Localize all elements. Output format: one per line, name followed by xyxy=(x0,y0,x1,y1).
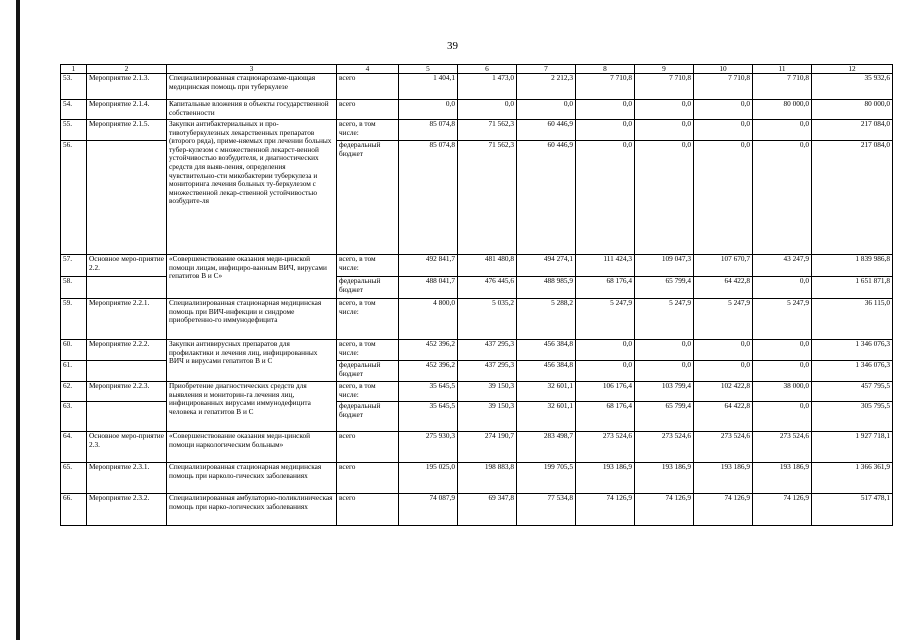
value-cell: 0,0 xyxy=(576,361,635,382)
value-cell: 0,0 xyxy=(753,340,812,361)
value-cell: 488 041,7 xyxy=(399,277,458,299)
row-number: 56. xyxy=(61,141,87,255)
event-name: Мероприятие 2.2.3. xyxy=(87,382,167,402)
column-header: 10 xyxy=(694,65,753,74)
value-cell: 273 524,6 xyxy=(635,432,694,463)
event-name-empty xyxy=(87,141,167,255)
value-cell: 35 645,5 xyxy=(399,402,458,432)
row-number: 60. xyxy=(61,340,87,361)
event-name-empty xyxy=(87,402,167,432)
value-cell: 452 396,2 xyxy=(399,361,458,382)
event-description: Специализированная амбулаторно-поликлиническая помощь при нарко-логических заболеваниях xyxy=(167,494,337,526)
program-funding-table xyxy=(60,64,893,526)
value-cell: 74 126,9 xyxy=(576,494,635,526)
value-total: 1 927 718,1 xyxy=(812,432,893,463)
value-cell: 74 126,9 xyxy=(753,494,812,526)
funding-source: всего xyxy=(337,432,399,463)
value-cell: 65 799,4 xyxy=(635,277,694,299)
value-cell: 0,0 xyxy=(517,100,576,120)
value-total: 1 651 871,8 xyxy=(812,277,893,299)
value-cell: 60 446,9 xyxy=(517,141,576,255)
row-number: 58. xyxy=(61,277,87,299)
value-cell: 0,0 xyxy=(635,340,694,361)
value-cell: 0,0 xyxy=(635,120,694,141)
event-name: Мероприятие 2.2.1. xyxy=(87,299,167,340)
value-cell: 107 670,7 xyxy=(694,255,753,277)
value-cell: 0,0 xyxy=(576,141,635,255)
funding-source: всего, в том числе: xyxy=(337,382,399,402)
value-cell: 0,0 xyxy=(694,120,753,141)
event-description: Закупки антибактериальных и про-тивотуберкулезных лекарственных препаратов (второго ряда), приме-няемых при лечении больных тубер-кулезом с множественной лекарст-венной устойчивостью возбудителя, и диагностических средств для выяв-ления, определения чувствительно-сти микобактерии туберкулеза и мониторинга лечения больных ту-беркулезом с множественной лекар-ственной устойчивостью возбудите-ля xyxy=(167,120,337,255)
event-description: Специализированная стационарозаме-щающая медицинская помощь при туберкулезе xyxy=(167,74,337,100)
value-cell: 38 000,0 xyxy=(753,382,812,402)
value-cell: 0,0 xyxy=(753,277,812,299)
event-description: Приобретение диагностических средств для выявления и мониторин-га лечения лиц, инфицированных вирусами иммунодефицита человека и гепатитов В и С xyxy=(167,382,337,432)
value-cell: 7 710,8 xyxy=(576,74,635,100)
value-cell: 71 562,3 xyxy=(458,120,517,141)
funding-source: федеральный бюджет xyxy=(337,361,399,382)
value-cell: 39 150,3 xyxy=(458,402,517,432)
value-cell: 0,0 xyxy=(576,100,635,120)
column-header: 8 xyxy=(576,65,635,74)
value-cell: 60 446,9 xyxy=(517,120,576,141)
value-cell: 481 480,8 xyxy=(458,255,517,277)
event-name: Мероприятие 2.3.2. xyxy=(87,494,167,526)
row-number: 62. xyxy=(61,382,87,402)
row-number: 64. xyxy=(61,432,87,463)
value-cell: 199 705,5 xyxy=(517,463,576,494)
row-number: 65. xyxy=(61,463,87,494)
value-cell: 437 295,3 xyxy=(458,361,517,382)
table-row xyxy=(61,463,893,494)
value-cell: 2 212,3 xyxy=(517,74,576,100)
table-row xyxy=(61,120,893,141)
value-cell: 77 534,8 xyxy=(517,494,576,526)
event-name: Основное меро-приятие 2.2. xyxy=(87,255,167,277)
value-cell: 273 524,6 xyxy=(694,432,753,463)
value-total: 517 478,1 xyxy=(812,494,893,526)
value-cell: 7 710,8 xyxy=(753,74,812,100)
value-cell: 488 985,9 xyxy=(517,277,576,299)
funding-source: федеральный бюджет xyxy=(337,141,399,255)
table-row xyxy=(61,340,893,361)
column-number-row xyxy=(61,65,893,74)
value-cell: 274 190,7 xyxy=(458,432,517,463)
value-cell: 0,0 xyxy=(635,100,694,120)
funding-source: всего xyxy=(337,494,399,526)
row-number: 54. xyxy=(61,100,87,120)
value-cell: 5 247,9 xyxy=(694,299,753,340)
value-cell: 32 601,1 xyxy=(517,402,576,432)
value-cell: 103 799,4 xyxy=(635,382,694,402)
value-total: 1 346 076,3 xyxy=(812,361,893,382)
value-cell: 456 384,8 xyxy=(517,361,576,382)
row-number: 63. xyxy=(61,402,87,432)
value-cell: 0,0 xyxy=(694,361,753,382)
value-cell: 5 247,9 xyxy=(753,299,812,340)
value-cell: 0,0 xyxy=(458,100,517,120)
event-description: Специализированная стационарная медицинская помощь при нарколо-гических заболеваниях xyxy=(167,463,337,494)
value-cell: 64 422,8 xyxy=(694,402,753,432)
column-header: 9 xyxy=(635,65,694,74)
value-cell: 43 247,9 xyxy=(753,255,812,277)
row-number: 61. xyxy=(61,361,87,382)
value-cell: 69 347,8 xyxy=(458,494,517,526)
value-cell: 198 883,8 xyxy=(458,463,517,494)
column-header: 1 xyxy=(61,65,87,74)
row-number: 66. xyxy=(61,494,87,526)
value-cell: 0,0 xyxy=(635,141,694,255)
value-cell: 74 126,9 xyxy=(694,494,753,526)
value-cell: 195 025,0 xyxy=(399,463,458,494)
event-description: «Совершенствование оказания меди-цинской помощи лицам, инфициро-ванным ВИЧ, вирусами гепатитов В и С» xyxy=(167,255,337,299)
value-total: 80 000,0 xyxy=(812,100,893,120)
value-total: 217 084,0 xyxy=(812,141,893,255)
value-total: 35 932,6 xyxy=(812,74,893,100)
table-row xyxy=(61,100,893,120)
table-row xyxy=(61,299,893,340)
value-cell: 0,0 xyxy=(694,340,753,361)
value-cell: 476 445,6 xyxy=(458,277,517,299)
value-cell: 193 186,9 xyxy=(694,463,753,494)
value-cell: 0,0 xyxy=(694,100,753,120)
value-cell: 80 000,0 xyxy=(753,100,812,120)
value-cell: 1 404,1 xyxy=(399,74,458,100)
value-cell: 193 186,9 xyxy=(576,463,635,494)
value-cell: 5 247,9 xyxy=(635,299,694,340)
column-header: 7 xyxy=(517,65,576,74)
column-header: 3 xyxy=(167,65,337,74)
value-cell: 7 710,8 xyxy=(694,74,753,100)
table-row xyxy=(61,74,893,100)
funding-source: федеральный бюджет xyxy=(337,277,399,299)
funding-source: всего, в том числе: xyxy=(337,120,399,141)
value-total: 217 084,0 xyxy=(812,120,893,141)
value-cell: 5 288,2 xyxy=(517,299,576,340)
value-cell: 111 424,3 xyxy=(576,255,635,277)
event-name-empty xyxy=(87,361,167,382)
value-cell: 68 176,4 xyxy=(576,402,635,432)
value-total: 1 839 986,8 xyxy=(812,255,893,277)
value-cell: 5 247,9 xyxy=(576,299,635,340)
value-cell: 109 047,3 xyxy=(635,255,694,277)
value-cell: 74 126,9 xyxy=(635,494,694,526)
funding-source: всего, в том числе: xyxy=(337,340,399,361)
column-header: 5 xyxy=(399,65,458,74)
value-cell: 64 422,8 xyxy=(694,277,753,299)
event-name: Мероприятие 2.2.2. xyxy=(87,340,167,361)
event-name: Мероприятие 2.1.3. xyxy=(87,74,167,100)
value-total: 457 795,5 xyxy=(812,382,893,402)
row-number: 57. xyxy=(61,255,87,277)
funding-source: всего xyxy=(337,463,399,494)
value-cell: 456 384,8 xyxy=(517,340,576,361)
funding-source: всего xyxy=(337,100,399,120)
event-name: Основное меро-приятие 2.3. xyxy=(87,432,167,463)
value-cell: 0,0 xyxy=(694,141,753,255)
value-cell: 0,0 xyxy=(753,361,812,382)
value-cell: 65 799,4 xyxy=(635,402,694,432)
event-description: Специализированная стационарная медицинская помощь при ВИЧ-инфекции и синдроме приобретенно-го иммунодефицита xyxy=(167,299,337,340)
value-cell: 0,0 xyxy=(399,100,458,120)
event-name-empty xyxy=(87,277,167,299)
value-cell: 0,0 xyxy=(753,120,812,141)
scan-edge-bar xyxy=(16,0,20,640)
event-description: Закупки антивирусных препаратов для профилактики и лечения лиц, инфицированных ВИЧ и вирусами гепатитов В и С xyxy=(167,340,337,382)
row-number: 59. xyxy=(61,299,87,340)
column-header: 11 xyxy=(753,65,812,74)
value-cell: 193 186,9 xyxy=(635,463,694,494)
value-cell: 32 601,1 xyxy=(517,382,576,402)
value-cell: 71 562,3 xyxy=(458,141,517,255)
value-cell: 437 295,3 xyxy=(458,340,517,361)
value-cell: 193 186,9 xyxy=(753,463,812,494)
value-cell: 0,0 xyxy=(576,120,635,141)
value-cell: 39 150,3 xyxy=(458,382,517,402)
funding-source: всего, в том числе: xyxy=(337,255,399,277)
value-cell: 275 930,3 xyxy=(399,432,458,463)
event-name: Мероприятие 2.3.1. xyxy=(87,463,167,494)
value-cell: 494 274,1 xyxy=(517,255,576,277)
table-row xyxy=(61,432,893,463)
page-number: 39 xyxy=(447,40,458,52)
value-cell: 0,0 xyxy=(753,402,812,432)
funding-source: всего xyxy=(337,74,399,100)
value-total: 305 795,5 xyxy=(812,402,893,432)
value-cell: 7 710,8 xyxy=(635,74,694,100)
value-cell: 74 087,9 xyxy=(399,494,458,526)
value-cell: 0,0 xyxy=(753,141,812,255)
value-cell: 85 074,8 xyxy=(399,120,458,141)
value-cell: 106 176,4 xyxy=(576,382,635,402)
table-row xyxy=(61,255,893,277)
column-header: 4 xyxy=(337,65,399,74)
event-name: Мероприятие 2.1.4. xyxy=(87,100,167,120)
event-description: «Совершенствование оказания меди-цинской помощи наркологическим больным» xyxy=(167,432,337,463)
value-cell: 4 800,0 xyxy=(399,299,458,340)
row-number: 53. xyxy=(61,74,87,100)
value-cell: 492 841,7 xyxy=(399,255,458,277)
value-total: 1 366 361,9 xyxy=(812,463,893,494)
value-cell: 1 473,0 xyxy=(458,74,517,100)
value-cell: 452 396,2 xyxy=(399,340,458,361)
column-header: 6 xyxy=(458,65,517,74)
value-cell: 273 524,6 xyxy=(576,432,635,463)
value-cell: 283 498,7 xyxy=(517,432,576,463)
value-cell: 85 074,8 xyxy=(399,141,458,255)
value-cell: 0,0 xyxy=(635,361,694,382)
funding-source: всего, в том числе: xyxy=(337,299,399,340)
value-cell: 273 524,6 xyxy=(753,432,812,463)
value-cell: 5 035,2 xyxy=(458,299,517,340)
value-cell: 102 422,8 xyxy=(694,382,753,402)
column-header: 2 xyxy=(87,65,167,74)
value-cell: 0,0 xyxy=(576,340,635,361)
row-number: 55. xyxy=(61,120,87,141)
value-cell: 35 645,5 xyxy=(399,382,458,402)
funding-source: федеральный бюджет xyxy=(337,402,399,432)
table-row xyxy=(61,382,893,402)
column-header: 12 xyxy=(812,65,893,74)
value-total: 36 115,0 xyxy=(812,299,893,340)
table-row xyxy=(61,494,893,526)
event-description: Капитальные вложения в объекты государственной собственности xyxy=(167,100,337,120)
value-total: 1 346 076,3 xyxy=(812,340,893,361)
value-cell: 68 176,4 xyxy=(576,277,635,299)
event-name: Мероприятие 2.1.5. xyxy=(87,120,167,141)
